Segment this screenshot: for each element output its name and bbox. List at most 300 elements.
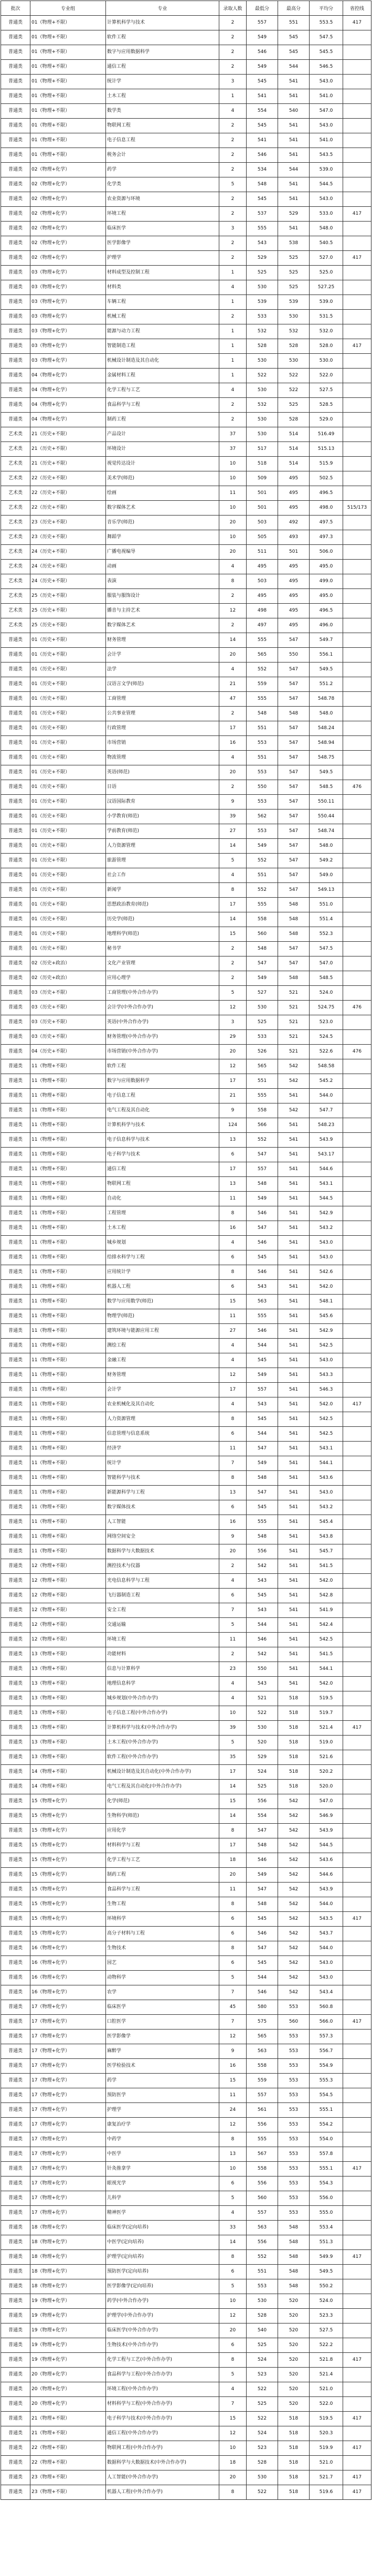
min-score-cell: 530 bbox=[247, 354, 278, 369]
batch-cell: 普通类 bbox=[1, 354, 30, 369]
admitted-cell: 4 bbox=[219, 868, 247, 883]
max-score-cell: 520 bbox=[278, 2353, 310, 2368]
admitted-cell: 47 bbox=[219, 692, 247, 707]
table-row bbox=[1, 1691, 371, 1706]
group-cell: 22（历史+不限） bbox=[30, 501, 106, 516]
control-line-cell bbox=[343, 2309, 371, 2323]
group-cell: 20（物理+化学） bbox=[30, 2382, 106, 2397]
admitted-cell: 39 bbox=[219, 1721, 247, 1736]
admitted-cell: 1 bbox=[219, 295, 247, 310]
min-score-cell: 549 bbox=[247, 60, 278, 75]
avg-score-cell: 543.5 bbox=[310, 148, 343, 163]
min-score-cell: 554 bbox=[247, 1809, 278, 1824]
group-cell: 20（物理+化学） bbox=[30, 2397, 106, 2412]
group-cell: 17（物理+化学） bbox=[30, 2030, 106, 2044]
batch-cell: 普通类 bbox=[1, 971, 30, 986]
max-score-cell: 550 bbox=[278, 648, 310, 663]
max-score-cell: 530 bbox=[278, 310, 310, 324]
batch-cell: 普通类 bbox=[1, 163, 30, 177]
major-cell: 文化产业管理 bbox=[106, 956, 219, 971]
max-score-cell: 553 bbox=[278, 2147, 310, 2162]
table-row bbox=[1, 1824, 371, 1838]
control-line-cell bbox=[343, 2191, 371, 2206]
group-cell: 11（物理+不限） bbox=[30, 1324, 106, 1339]
group-cell: 01（历史+不限） bbox=[30, 721, 106, 736]
control-line-cell bbox=[343, 486, 371, 501]
table-row bbox=[1, 1971, 371, 1985]
control-line-cell bbox=[343, 2030, 371, 2044]
admitted-cell: 6 bbox=[219, 1589, 247, 1603]
max-score-cell: 541 bbox=[278, 75, 310, 89]
table-row bbox=[1, 1103, 371, 1118]
admitted-cell: 21 bbox=[219, 1089, 247, 1103]
batch-cell: 普通类 bbox=[1, 2177, 30, 2191]
admitted-cell: 9 bbox=[219, 1530, 247, 1544]
group-cell: 01（历史+不限） bbox=[30, 795, 106, 809]
max-score-cell: 541 bbox=[278, 1206, 310, 1221]
group-cell: 02（物理+化学） bbox=[30, 236, 106, 251]
min-score-cell: 544 bbox=[247, 1971, 278, 1985]
admitted-cell: 5 bbox=[219, 1971, 247, 1985]
table-row bbox=[1, 1633, 371, 1647]
max-score-cell: 548 bbox=[278, 2221, 310, 2235]
admitted-cell: 11 bbox=[219, 1633, 247, 1647]
major-cell: 计算机科学与技术(中外合作办学) bbox=[106, 1721, 219, 1736]
avg-score-cell: 548.1 bbox=[310, 1295, 343, 1309]
major-cell: 生物科学(师范) bbox=[106, 1809, 219, 1824]
avg-score-cell: 545.5 bbox=[310, 45, 343, 60]
min-score-cell: 555 bbox=[247, 633, 278, 648]
min-score-cell: 546 bbox=[247, 1853, 278, 1868]
control-line-cell bbox=[343, 854, 371, 868]
control-line-cell bbox=[343, 119, 371, 133]
group-cell: 02（物理+化学） bbox=[30, 222, 106, 236]
avg-score-cell: 543.0 bbox=[310, 192, 343, 207]
major-cell: 电子信息工程 bbox=[106, 133, 219, 148]
admitted-cell: 9 bbox=[219, 1103, 247, 1118]
min-score-cell: 558 bbox=[247, 2162, 278, 2177]
max-score-cell: 548 bbox=[278, 898, 310, 912]
avg-score-cell: 551.3 bbox=[310, 2235, 343, 2250]
max-score-cell: 514 bbox=[278, 457, 310, 471]
major-cell: 临床医学 bbox=[106, 222, 219, 236]
table-row bbox=[1, 2206, 371, 2221]
control-line-cell bbox=[343, 1177, 371, 1192]
max-score-cell: 492 bbox=[278, 516, 310, 530]
control-line-cell bbox=[343, 1324, 371, 1339]
avg-score-cell: 543.0 bbox=[310, 1250, 343, 1265]
table-row bbox=[1, 854, 371, 868]
group-cell: 19（物理+化学） bbox=[30, 2353, 106, 2368]
table-row bbox=[1, 1133, 371, 1148]
batch-cell: 普通类 bbox=[1, 1059, 30, 1074]
major-cell: 服装与服饰设计 bbox=[106, 589, 219, 604]
group-cell: 17（物理+化学） bbox=[30, 2206, 106, 2221]
max-score-cell: 541 bbox=[278, 1133, 310, 1148]
admitted-cell: 2 bbox=[219, 30, 247, 45]
major-cell: 小学教育(师范) bbox=[106, 809, 219, 824]
admitted-cell: 5 bbox=[219, 2279, 247, 2294]
min-score-cell: 548 bbox=[247, 1530, 278, 1544]
major-cell: 物联网工程 bbox=[106, 1177, 219, 1192]
batch-cell: 普通类 bbox=[1, 310, 30, 324]
min-score-cell: 555 bbox=[247, 1309, 278, 1324]
max-score-cell: 520 bbox=[278, 2338, 310, 2353]
admitted-cell: 12 bbox=[219, 1059, 247, 1074]
max-score-cell: 553 bbox=[278, 2074, 310, 2088]
major-cell: 材料科学与工程(中外合作办学) bbox=[106, 2397, 219, 2412]
min-score-cell: 552 bbox=[247, 883, 278, 898]
max-score-cell: 547 bbox=[278, 839, 310, 854]
admitted-cell: 14 bbox=[219, 633, 247, 648]
major-cell: 汉语言文学(师范) bbox=[106, 677, 219, 692]
avg-score-cell: 548.5 bbox=[310, 780, 343, 795]
admitted-cell: 5 bbox=[219, 1736, 247, 1750]
major-cell: 秘书学 bbox=[106, 942, 219, 956]
avg-score-cell: 557.3 bbox=[310, 2030, 343, 2044]
major-cell: 通信工程 bbox=[106, 60, 219, 75]
avg-score-cell: 543.0 bbox=[310, 1353, 343, 1368]
table-row bbox=[1, 530, 371, 545]
min-score-cell: 547 bbox=[247, 1941, 278, 1956]
max-score-cell: 553 bbox=[278, 2177, 310, 2191]
max-score-cell: 541 bbox=[278, 133, 310, 148]
admitted-cell: 18 bbox=[219, 2456, 247, 2470]
control-line-cell bbox=[343, 2132, 371, 2147]
control-line-cell bbox=[343, 45, 371, 60]
table-row bbox=[1, 2441, 371, 2456]
group-cell: 21（物理+不限） bbox=[30, 2426, 106, 2441]
min-score-cell: 565 bbox=[247, 1059, 278, 1074]
control-line-cell bbox=[343, 677, 371, 692]
admitted-cell: 9 bbox=[219, 2044, 247, 2059]
admitted-cell: 13 bbox=[219, 1133, 247, 1148]
table-row bbox=[1, 2279, 371, 2294]
avg-score-cell: 533.0 bbox=[310, 207, 343, 222]
table-row bbox=[1, 1809, 371, 1824]
table-row bbox=[1, 1500, 371, 1515]
control-line-cell bbox=[343, 2368, 371, 2382]
min-score-cell: 552 bbox=[247, 2250, 278, 2265]
max-score-cell: 542 bbox=[278, 1103, 310, 1118]
max-score-cell: 542 bbox=[278, 1809, 310, 1824]
min-score-cell: 556 bbox=[247, 2235, 278, 2250]
major-cell: 护理学 bbox=[106, 2103, 219, 2118]
admitted-cell: 39 bbox=[219, 809, 247, 824]
admitted-cell: 6 bbox=[219, 1280, 247, 1295]
control-line-cell bbox=[343, 133, 371, 148]
avg-score-cell: 544.5 bbox=[310, 177, 343, 192]
group-cell: 17（物理+化学） bbox=[30, 2132, 106, 2147]
avg-score-cell: 532.0 bbox=[310, 324, 343, 339]
control-line-cell bbox=[343, 1647, 371, 1662]
batch-cell: 普通类 bbox=[1, 251, 30, 266]
min-score-cell: 529 bbox=[247, 1750, 278, 1765]
control-line-cell: 417 bbox=[343, 2250, 371, 2265]
table-row bbox=[1, 1486, 371, 1500]
group-cell: 01（物理+不限） bbox=[30, 148, 106, 163]
max-score-cell: 518 bbox=[278, 2426, 310, 2441]
control-line-cell bbox=[343, 1574, 371, 1589]
major-cell: 数学与应用数学(师范) bbox=[106, 1295, 219, 1309]
table-row bbox=[1, 574, 371, 589]
min-score-cell: 551 bbox=[247, 2265, 278, 2279]
min-score-cell: 556 bbox=[247, 2118, 278, 2132]
batch-cell: 普通类 bbox=[1, 2368, 30, 2382]
avg-score-cell: 548.0 bbox=[310, 839, 343, 854]
group-cell: 16（物理+化学） bbox=[30, 1956, 106, 1971]
batch-cell: 普通类 bbox=[1, 1765, 30, 1780]
batch-cell: 普通类 bbox=[1, 1162, 30, 1177]
table-row bbox=[1, 2250, 371, 2265]
min-score-cell: 522 bbox=[247, 2412, 278, 2426]
group-cell: 22（物理+不限） bbox=[30, 2441, 106, 2456]
min-score-cell: 523 bbox=[247, 2368, 278, 2382]
control-line-cell bbox=[343, 1383, 371, 1397]
table-row bbox=[1, 1236, 371, 1250]
table-row bbox=[1, 2338, 371, 2353]
avg-score-cell: 546.9 bbox=[310, 1809, 343, 1824]
control-line-cell bbox=[343, 427, 371, 442]
avg-score-cell: 545.7 bbox=[310, 1544, 343, 1559]
avg-score-cell: 521.6 bbox=[310, 1750, 343, 1765]
major-cell: 机械设计制造及其自动化 bbox=[106, 354, 219, 369]
major-cell: 电气工程及其自动化 bbox=[106, 1103, 219, 1118]
batch-cell: 普通类 bbox=[1, 1706, 30, 1721]
max-score-cell: 518 bbox=[278, 1736, 310, 1750]
min-score-cell: 522 bbox=[247, 1706, 278, 1721]
group-cell: 21（历史+不限） bbox=[30, 442, 106, 457]
header-group: 专业组 bbox=[30, 1, 106, 16]
avg-score-cell: 554.0 bbox=[310, 2132, 343, 2147]
table-row bbox=[1, 1927, 371, 1941]
table-row bbox=[1, 324, 371, 339]
control-line-cell bbox=[343, 1824, 371, 1838]
batch-cell: 普通类 bbox=[1, 736, 30, 751]
major-cell: 护理学(定向培养) bbox=[106, 2250, 219, 2265]
control-line-cell bbox=[343, 1853, 371, 1868]
major-cell: 金融工程 bbox=[106, 1353, 219, 1368]
min-score-cell: 552 bbox=[247, 1133, 278, 1148]
min-score-cell: 545 bbox=[247, 75, 278, 89]
admitted-cell: 4 bbox=[219, 104, 247, 119]
avg-score-cell: 542.0 bbox=[310, 1574, 343, 1589]
major-cell: 预防医学 bbox=[106, 2088, 219, 2103]
min-score-cell: 546 bbox=[247, 1633, 278, 1647]
group-cell: 11（物理+不限） bbox=[30, 1486, 106, 1500]
admitted-cell: 23 bbox=[219, 1662, 247, 1677]
avg-score-cell: 515.13 bbox=[310, 442, 343, 457]
table-row bbox=[1, 839, 371, 854]
admitted-cell: 2 bbox=[219, 45, 247, 60]
control-line-cell bbox=[343, 2294, 371, 2309]
major-cell: 车辆工程 bbox=[106, 295, 219, 310]
admitted-cell: 5 bbox=[219, 177, 247, 192]
control-line-cell bbox=[343, 2279, 371, 2294]
control-line-cell bbox=[343, 2103, 371, 2118]
min-score-cell: 543 bbox=[247, 1603, 278, 1618]
control-line-cell bbox=[343, 2265, 371, 2279]
admitted-cell: 2 bbox=[219, 148, 247, 163]
min-score-cell: 543 bbox=[247, 1677, 278, 1691]
control-line-cell bbox=[343, 765, 371, 780]
min-score-cell: 498 bbox=[247, 604, 278, 618]
admitted-cell: 1 bbox=[219, 324, 247, 339]
table-row bbox=[1, 1603, 371, 1618]
batch-cell: 普通类 bbox=[1, 2162, 30, 2177]
table-row bbox=[1, 1838, 371, 1853]
avg-score-cell: 555.1 bbox=[310, 2162, 343, 2177]
control-line-cell: 417 bbox=[343, 1912, 371, 1927]
group-cell: 11（物理+不限） bbox=[30, 1089, 106, 1103]
avg-score-cell: 522.2 bbox=[310, 2338, 343, 2353]
batch-cell: 普通类 bbox=[1, 898, 30, 912]
min-score-cell: 543 bbox=[247, 1574, 278, 1589]
control-line-cell bbox=[343, 1412, 371, 1427]
table-row bbox=[1, 1118, 371, 1133]
header-min-score: 最低分 bbox=[247, 1, 278, 16]
table-row bbox=[1, 1427, 371, 1442]
table-row bbox=[1, 560, 371, 574]
group-cell: 01（物理+不限） bbox=[30, 119, 106, 133]
min-score-cell: 548 bbox=[247, 177, 278, 192]
admitted-cell: 8 bbox=[219, 2353, 247, 2368]
min-score-cell: 509 bbox=[247, 471, 278, 486]
batch-cell: 普通类 bbox=[1, 1927, 30, 1941]
max-score-cell: 520 bbox=[278, 2309, 310, 2323]
major-cell: 信息管理与信息系统 bbox=[106, 1427, 219, 1442]
control-line-cell: 417 bbox=[343, 207, 371, 222]
control-line-cell bbox=[343, 163, 371, 177]
admitted-cell: 10 bbox=[219, 530, 247, 545]
max-score-cell: 520 bbox=[278, 2323, 310, 2338]
avg-score-cell: 555.3 bbox=[310, 2074, 343, 2088]
major-cell: 环境工程 bbox=[106, 207, 219, 222]
admitted-cell: 16 bbox=[219, 1515, 247, 1530]
batch-cell: 普通类 bbox=[1, 942, 30, 956]
major-cell: 环境工程(中外合作办学) bbox=[106, 2382, 219, 2397]
min-score-cell: 556 bbox=[247, 1794, 278, 1809]
table-row bbox=[1, 1015, 371, 1030]
control-line-cell bbox=[343, 912, 371, 927]
group-cell: 03（历史+不限） bbox=[30, 1015, 106, 1030]
admitted-cell: 5 bbox=[219, 986, 247, 1001]
batch-cell: 普通类 bbox=[1, 2382, 30, 2397]
admitted-cell: 16 bbox=[219, 1221, 247, 1236]
major-cell: 康复治疗学 bbox=[106, 2118, 219, 2132]
max-score-cell: 547 bbox=[278, 736, 310, 751]
major-cell: 中医学(定向培养) bbox=[106, 2235, 219, 2250]
control-line-cell bbox=[343, 177, 371, 192]
group-cell: 02（物理+化学） bbox=[30, 177, 106, 192]
max-score-cell: 547 bbox=[278, 824, 310, 839]
avg-score-cell: 545.6 bbox=[310, 1309, 343, 1324]
major-cell: 土木工程 bbox=[106, 1221, 219, 1236]
min-score-cell: 543 bbox=[247, 1397, 278, 1412]
max-score-cell: 541 bbox=[278, 1353, 310, 1368]
batch-cell: 普通类 bbox=[1, 266, 30, 280]
admitted-cell: 2 bbox=[219, 413, 247, 427]
admitted-cell: 13 bbox=[219, 1177, 247, 1192]
control-line-cell bbox=[343, 795, 371, 809]
control-line-cell bbox=[343, 1530, 371, 1544]
major-cell: 网络空间安全 bbox=[106, 1530, 219, 1544]
admitted-cell: 2 bbox=[219, 236, 247, 251]
group-cell: 04（物理+化学） bbox=[30, 398, 106, 413]
major-cell: 人力资源管理 bbox=[106, 1412, 219, 1427]
avg-score-cell: 544.1 bbox=[310, 1662, 343, 1677]
control-line-cell bbox=[343, 1353, 371, 1368]
table-row bbox=[1, 295, 371, 310]
control-line-cell bbox=[343, 824, 371, 839]
group-cell: 11（物理+不限） bbox=[30, 1530, 106, 1544]
major-cell: 医学影像学 bbox=[106, 236, 219, 251]
admitted-cell: 6 bbox=[219, 2177, 247, 2191]
batch-cell: 普通类 bbox=[1, 383, 30, 398]
major-cell: 园艺 bbox=[106, 1956, 219, 1971]
control-line-cell bbox=[343, 736, 371, 751]
batch-cell: 普通类 bbox=[1, 1383, 30, 1397]
control-line-cell bbox=[343, 2177, 371, 2191]
group-cell: 01（历史+不限） bbox=[30, 663, 106, 677]
group-cell: 19（物理+化学） bbox=[30, 2338, 106, 2353]
min-score-cell: 557 bbox=[247, 2088, 278, 2103]
batch-cell: 普通类 bbox=[1, 2030, 30, 2044]
avg-score-cell: 548.75 bbox=[310, 751, 343, 765]
table-row bbox=[1, 383, 371, 398]
batch-cell: 普通类 bbox=[1, 1985, 30, 2000]
group-cell: 11（物理+不限） bbox=[30, 1427, 106, 1442]
batch-cell: 普通类 bbox=[1, 119, 30, 133]
control-line-cell bbox=[343, 927, 371, 942]
major-cell: 医学影像学 bbox=[106, 2030, 219, 2044]
avg-score-cell: 547.0 bbox=[310, 1794, 343, 1809]
table-row bbox=[1, 471, 371, 486]
avg-score-cell: 527.0 bbox=[310, 251, 343, 266]
group-cell: 11（物理+不限） bbox=[30, 1280, 106, 1295]
batch-cell: 普通类 bbox=[1, 1295, 30, 1309]
control-line-cell bbox=[343, 751, 371, 765]
control-line-cell bbox=[343, 2206, 371, 2221]
max-score-cell: 501 bbox=[278, 545, 310, 560]
avg-score-cell: 548.74 bbox=[310, 824, 343, 839]
admitted-cell: 10 bbox=[219, 2441, 247, 2456]
admitted-cell: 9 bbox=[219, 795, 247, 809]
group-cell: 01（物理+不限） bbox=[30, 30, 106, 45]
max-score-cell: 542 bbox=[278, 1927, 310, 1941]
min-score-cell: 522 bbox=[247, 369, 278, 383]
min-score-cell: 553 bbox=[247, 824, 278, 839]
avg-score-cell: 548.0 bbox=[310, 222, 343, 236]
admitted-cell: 11 bbox=[219, 2088, 247, 2103]
major-cell: 历史学(师范) bbox=[106, 912, 219, 927]
table-row bbox=[1, 192, 371, 207]
major-cell: 高分子材料与工程 bbox=[106, 1927, 219, 1941]
batch-cell: 普通类 bbox=[1, 2470, 30, 2485]
admitted-cell: 5 bbox=[219, 2191, 247, 2206]
table-row bbox=[1, 1045, 371, 1059]
batch-cell: 普通类 bbox=[1, 148, 30, 163]
admitted-cell: 4 bbox=[219, 1677, 247, 1691]
admitted-cell: 20 bbox=[219, 1045, 247, 1059]
batch-cell: 普通类 bbox=[1, 2456, 30, 2470]
control-line-cell bbox=[343, 663, 371, 677]
table-row bbox=[1, 648, 371, 663]
avg-score-cell: 498.0 bbox=[310, 501, 343, 516]
avg-score-cell: 542.8 bbox=[310, 1589, 343, 1603]
control-line-cell bbox=[343, 1985, 371, 2000]
control-line-cell bbox=[343, 1956, 371, 1971]
